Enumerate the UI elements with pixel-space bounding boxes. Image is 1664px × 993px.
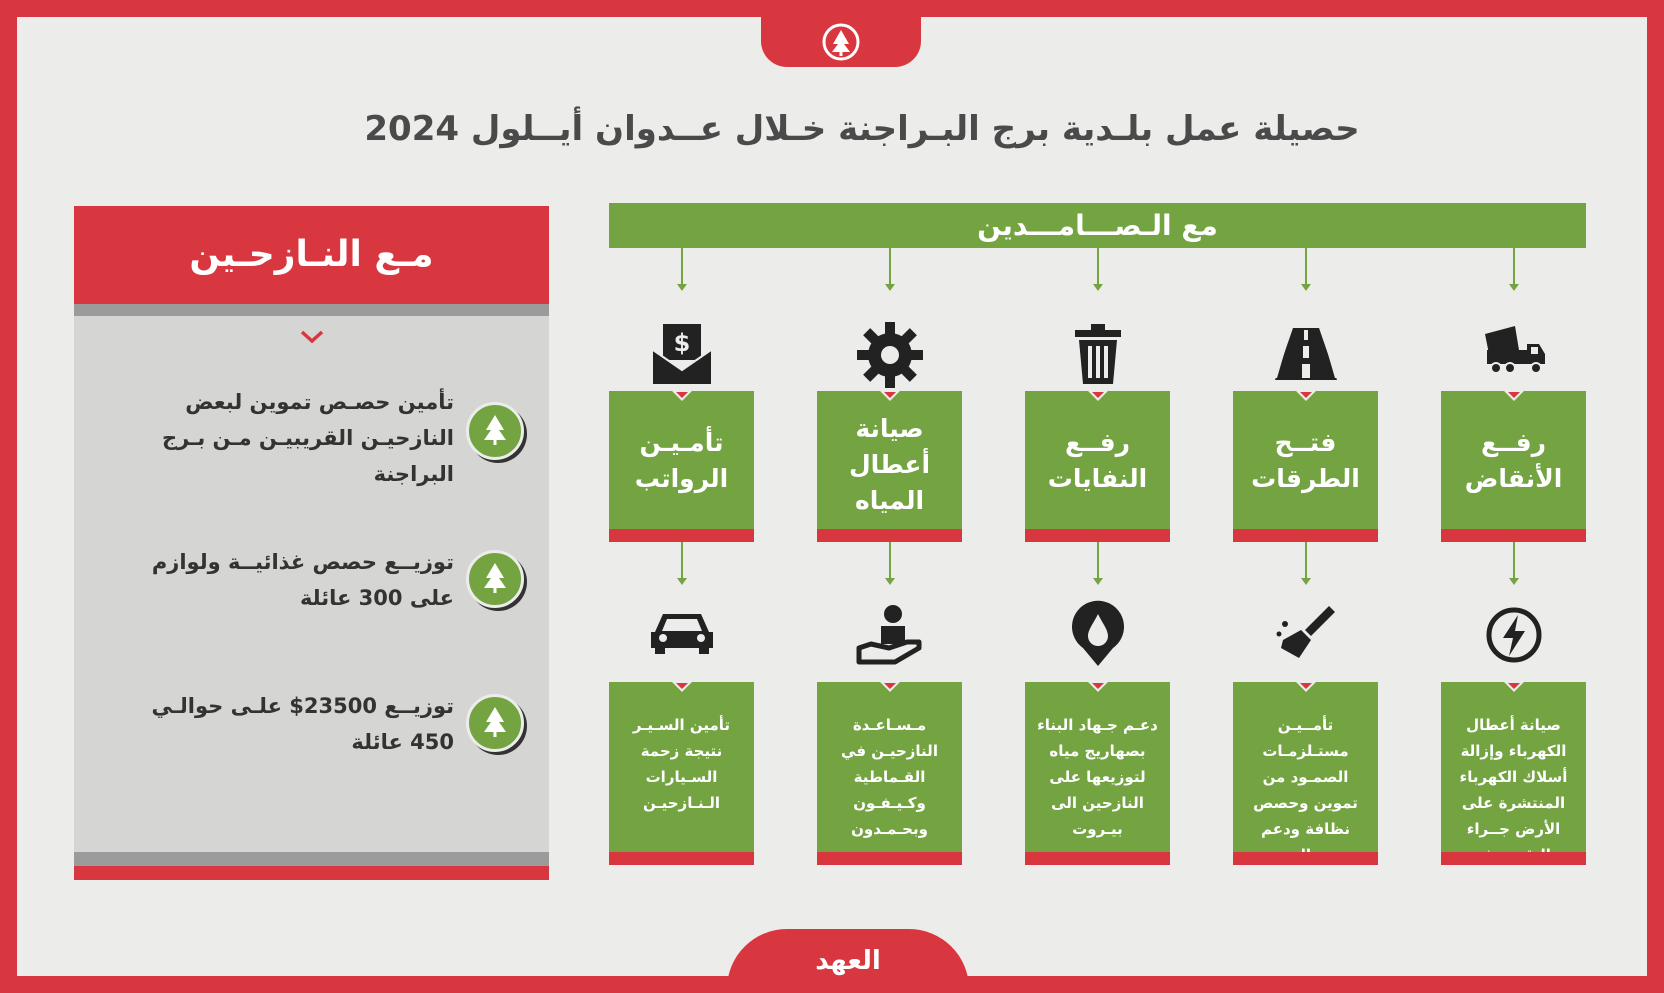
top-logo-tab — [761, 17, 921, 67]
description-card — [1441, 682, 1586, 865]
description-card — [609, 682, 754, 865]
description-text: مـسـاعـدة النازحيـن في القـماطية وكـيـفـون وبحـمـدون — [841, 716, 938, 838]
connector-line — [681, 248, 683, 286]
card-bottom-bar — [609, 529, 754, 542]
cedar-badge-icon — [466, 694, 524, 752]
cedar-badge-icon — [466, 550, 524, 608]
connector-line — [1097, 248, 1099, 286]
panel-footer-bar — [74, 866, 549, 880]
displaced-item-text: تأمين حصـص تموين لبعض النازحيـن القريبيـن مـن بـرج البراجنة — [161, 390, 454, 486]
svg-text:$: $ — [673, 329, 691, 357]
gear-icon — [855, 320, 925, 390]
cedar-badge-icon — [466, 402, 524, 460]
description-text: تأمين السـيـر نتيجة زحمة السـيارات الـنـازحيـن — [632, 716, 731, 812]
category-card — [1025, 391, 1170, 542]
connector-arrow — [677, 284, 687, 291]
connector-arrow — [885, 284, 895, 291]
card-bottom-bar — [1233, 852, 1378, 865]
infographic-canvas — [17, 17, 1647, 976]
cedar-seal-icon — [819, 22, 863, 62]
connector-line — [889, 248, 891, 286]
steadfast-header: مع الـصـــامـــدين — [609, 203, 1586, 248]
description-card — [1233, 682, 1378, 865]
panel-divider — [74, 304, 549, 316]
card-bottom-bar — [817, 852, 962, 865]
displaced-item — [104, 688, 524, 768]
displaced-item-text: توزيــع 23500$ علـى حوالـي 450 عائلة — [151, 694, 454, 754]
salary-envelope-icon — [647, 320, 717, 390]
connector-line — [889, 542, 891, 580]
car-icon — [647, 600, 717, 670]
displaced-panel — [74, 206, 549, 880]
connector-line — [1097, 542, 1099, 580]
connector-arrow — [677, 578, 687, 585]
trash-can-icon — [1063, 320, 1133, 390]
connector-arrow — [1509, 578, 1519, 585]
page-title: حصيلة عمل بلـدية برج البـراجنة خـلال عــدوان أيــلول 2024 — [364, 109, 1360, 149]
description-text: صيانة أعطال الكهرباء وإزالة أسلاك الكهرباء المنتشرة على الأرض جــراء — [1459, 716, 1568, 838]
connector-line — [1305, 542, 1307, 580]
chevron-down-icon — [300, 330, 324, 344]
road-icon — [1271, 320, 1341, 390]
description-card — [1025, 682, 1170, 865]
displaced-item — [104, 544, 524, 624]
connector-line — [681, 542, 683, 580]
category-card — [1441, 391, 1586, 542]
connector-line — [1513, 542, 1515, 580]
connector-arrow — [1301, 284, 1311, 291]
category-label: تأمـيـن الرواتب — [634, 428, 729, 493]
card-bottom-bar — [1441, 852, 1586, 865]
description-text: تأمــيـن مستـلزمـات الصمـود من تموين وحصص نظافة ودعم — [1253, 716, 1358, 838]
connector-arrow — [885, 578, 895, 585]
card-bottom-bar — [1441, 529, 1586, 542]
dump-truck-icon — [1479, 320, 1549, 390]
displaced-item-text: توزيــع حصص غذائيــة ولوازم على 300 عائلة — [151, 550, 454, 610]
connector-arrow — [1093, 284, 1103, 291]
category-label: فتــح الطرقات — [1251, 428, 1360, 493]
card-bottom-bar — [817, 529, 962, 542]
panel-footer-band — [74, 852, 549, 866]
lightning-icon — [1479, 600, 1549, 670]
card-bottom-bar — [609, 852, 754, 865]
displaced-header: مـع النـازحـين — [74, 206, 549, 304]
connector-arrow — [1093, 578, 1103, 585]
category-label: صيانة أعطال المياه — [848, 414, 931, 515]
footer-logo: العهد — [727, 929, 969, 976]
helping-hand-icon — [855, 600, 925, 670]
card-bottom-bar — [1233, 529, 1378, 542]
description-text: دعـم جـهاد البناء بصهاريج مياه لتوزيعها على النازحين الى بيـروت — [1037, 716, 1158, 838]
category-label: رفــع الأنقاض — [1464, 428, 1563, 493]
description-card — [817, 682, 962, 865]
connector-line — [1305, 248, 1307, 286]
connector-arrow — [1301, 578, 1311, 585]
card-bottom-bar — [1025, 852, 1170, 865]
connector-arrow — [1509, 284, 1519, 291]
category-card — [609, 391, 754, 542]
displaced-item — [104, 384, 524, 494]
category-card — [817, 391, 962, 542]
category-card — [1233, 391, 1378, 542]
connector-line — [1513, 248, 1515, 286]
category-label: رفــع النفايات — [1047, 428, 1148, 493]
broom-icon — [1271, 600, 1341, 670]
card-bottom-bar — [1025, 529, 1170, 542]
water-drop-pin-icon — [1063, 600, 1133, 670]
